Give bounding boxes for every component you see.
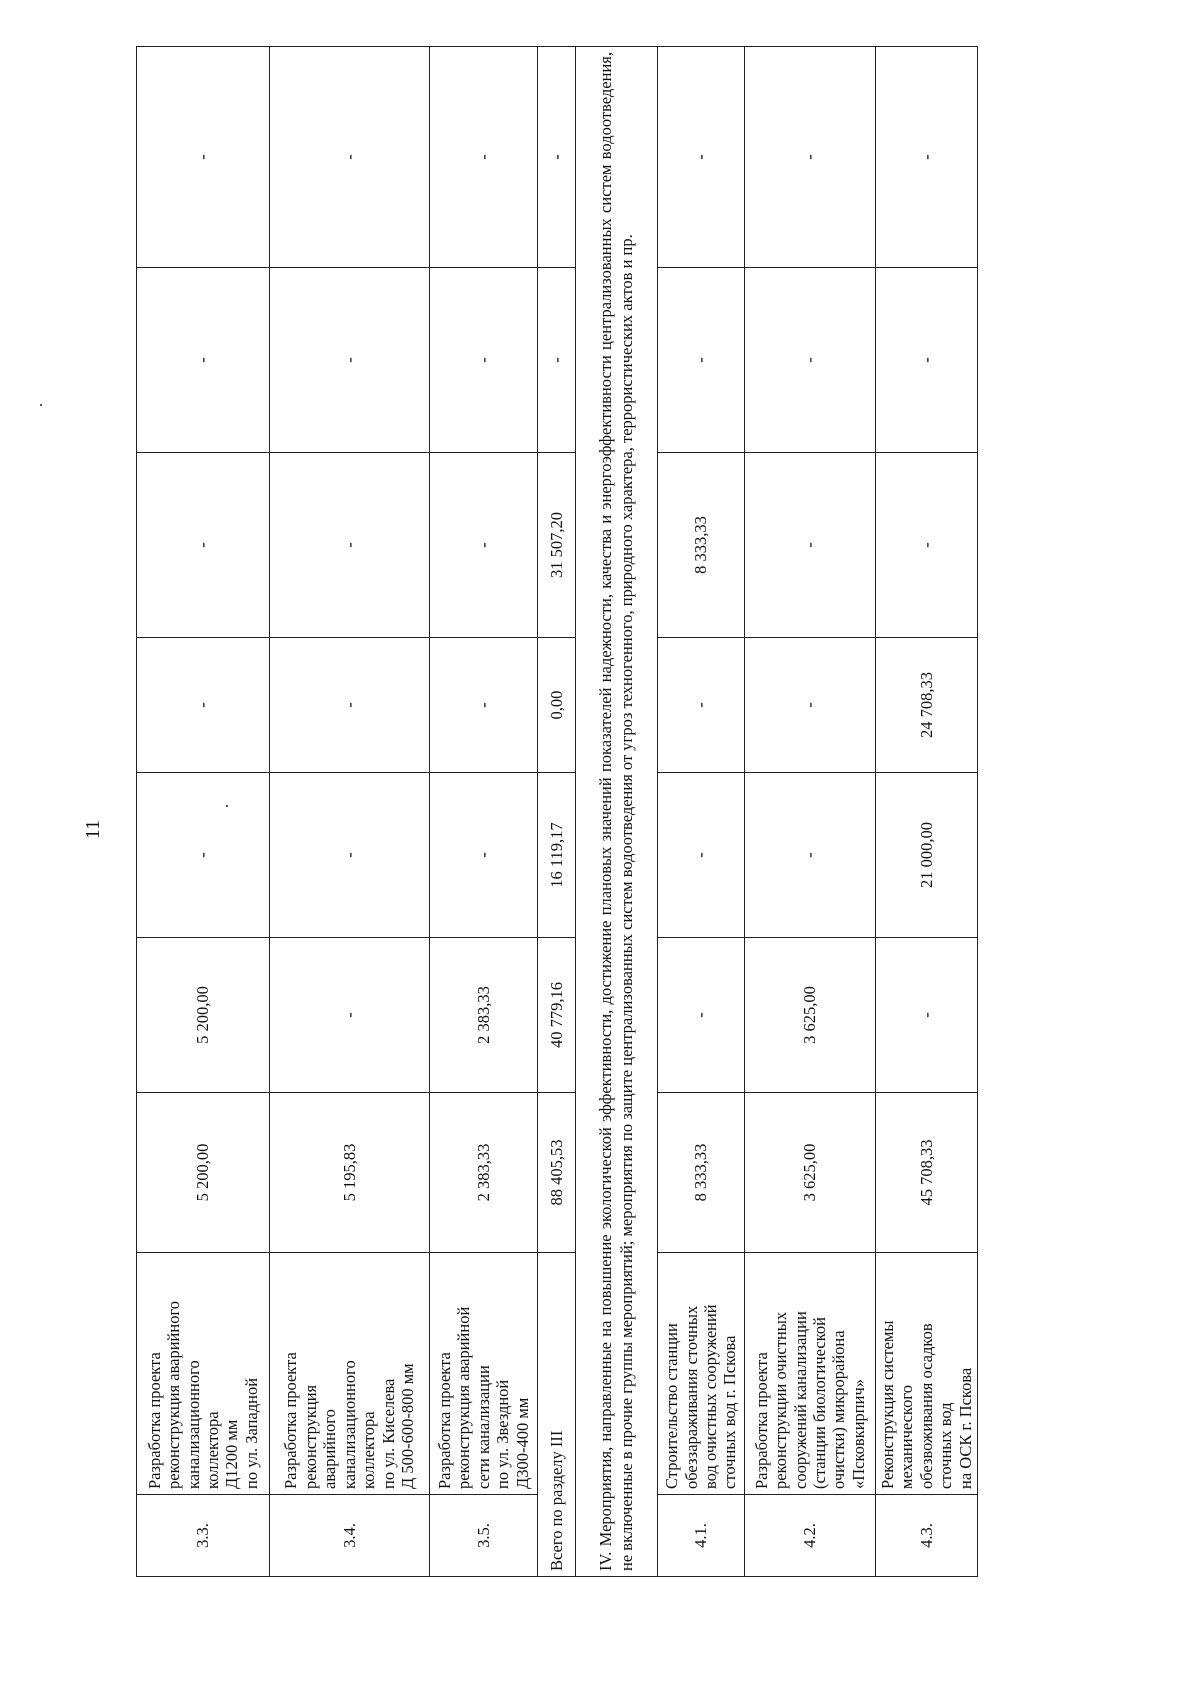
table-row xyxy=(658,47,745,1577)
total-value: - xyxy=(538,268,576,453)
row-number: 3.4. xyxy=(270,1495,430,1577)
total-value: 88 405,53 xyxy=(538,1093,576,1253)
measure-name: Строительство станции обеззараживания сточных вод очистных сооружений сточных вод г. Пскова xyxy=(658,1253,745,1495)
measure-name: Разработка проекта реконструкции очистных сооружений канализации (станции биологической очистки) микрорайона «Псковкирпич» xyxy=(745,1253,876,1495)
value-cell: 21 000,00 xyxy=(876,773,978,938)
value-cell: 3 625,00 xyxy=(745,938,876,1093)
value-cell: 5 200,00 xyxy=(137,938,270,1093)
value-cell: - xyxy=(745,47,876,268)
value-cell: - xyxy=(658,773,745,938)
value-cell: - xyxy=(137,453,270,638)
section-heading-row xyxy=(576,47,658,1577)
value-cell: - xyxy=(430,268,538,453)
page-number: 11 xyxy=(82,819,105,840)
table-row xyxy=(430,47,538,1577)
value-cell: - xyxy=(745,453,876,638)
value-cell: - xyxy=(876,938,978,1093)
value-cell: - xyxy=(137,638,270,773)
measure-name: Разработка проекта реконструкция аварийной сети канализации по ул. Звездной Д300-400 мм xyxy=(430,1253,538,1495)
total-value: 16 119,17 xyxy=(538,773,576,938)
value-cell: - xyxy=(137,47,270,268)
value-cell: - xyxy=(876,453,978,638)
row-number: 4.1. xyxy=(658,1495,745,1577)
total-value: 31 507,20 xyxy=(538,453,576,638)
section-heading: IV. Мероприятия, направленные на повышение экологической эффективности, достижение плановых значений показателей надежности, качества и энергоэффективности централизованных систем водоотведения, не включенные в прочие группы мероприятий; мероприятия по защите централизованных систем водоотведения от угроз техногенного, природного характера, террористических актов и пр. xyxy=(576,47,658,1577)
total-value: - xyxy=(538,47,576,268)
value-cell: - xyxy=(270,938,430,1093)
total-label: Всего по разделу III xyxy=(538,1253,576,1577)
value-cell: 24 708,33 xyxy=(876,638,978,773)
value-cell: 3 625,00 xyxy=(745,1093,876,1253)
measure-name: Разработка проекта реконструкция аварийного канализационного коллектора Д1200 мм по ул. Западной xyxy=(137,1253,270,1495)
value-cell: - xyxy=(430,638,538,773)
value-cell: - xyxy=(430,453,538,638)
value-cell: - xyxy=(876,268,978,453)
table-row xyxy=(137,47,270,1577)
table-row xyxy=(270,47,430,1577)
value-cell: - xyxy=(270,453,430,638)
value-cell: - xyxy=(745,773,876,938)
investment-table xyxy=(136,46,978,1577)
total-value: 40 779,16 xyxy=(538,938,576,1093)
value-cell: 5 195,83 xyxy=(270,1093,430,1253)
measure-name: Реконструкция системы механического обезвоживания осадков сточных вод на ОСК г. Пскова xyxy=(876,1253,978,1495)
measure-name: Разработка проекта реконструкция аварийного канализационного коллектора по ул. Киселева Д 500-600-800 мм xyxy=(270,1253,430,1495)
total-value: 0,00 xyxy=(538,638,576,773)
row-number: 4.3. xyxy=(876,1495,978,1577)
value-cell: 8 333,33 xyxy=(658,1093,745,1253)
value-cell: - xyxy=(658,638,745,773)
total-row xyxy=(538,47,576,1577)
value-cell: - xyxy=(430,47,538,268)
table-row xyxy=(876,47,978,1577)
value-cell: 45 708,33 xyxy=(876,1093,978,1253)
value-cell: - xyxy=(430,773,538,938)
rotated-table-frame xyxy=(136,47,975,1577)
value-cell: - xyxy=(658,47,745,268)
value-cell: 8 333,33 xyxy=(658,453,745,638)
value-cell: - xyxy=(270,773,430,938)
value-cell: - xyxy=(658,938,745,1093)
value-cell: - xyxy=(270,268,430,453)
row-number: 4.2. xyxy=(745,1495,876,1577)
scan-speck xyxy=(40,404,42,406)
value-cell: 2 383,33 xyxy=(430,1093,538,1253)
value-cell: - xyxy=(745,638,876,773)
value-cell: - xyxy=(876,47,978,268)
value-cell: 5 200,00 xyxy=(137,1093,270,1253)
value-cell: - xyxy=(658,268,745,453)
row-number: 3.3. xyxy=(137,1495,270,1577)
row-number: 3.5. xyxy=(430,1495,538,1577)
value-cell: - xyxy=(270,638,430,773)
value-cell: - xyxy=(745,268,876,453)
value-cell: - xyxy=(270,47,430,268)
value-cell: - xyxy=(137,268,270,453)
value-cell: 2 383,33 xyxy=(430,938,538,1093)
value-cell: - xyxy=(137,773,270,938)
table-row xyxy=(745,47,876,1577)
